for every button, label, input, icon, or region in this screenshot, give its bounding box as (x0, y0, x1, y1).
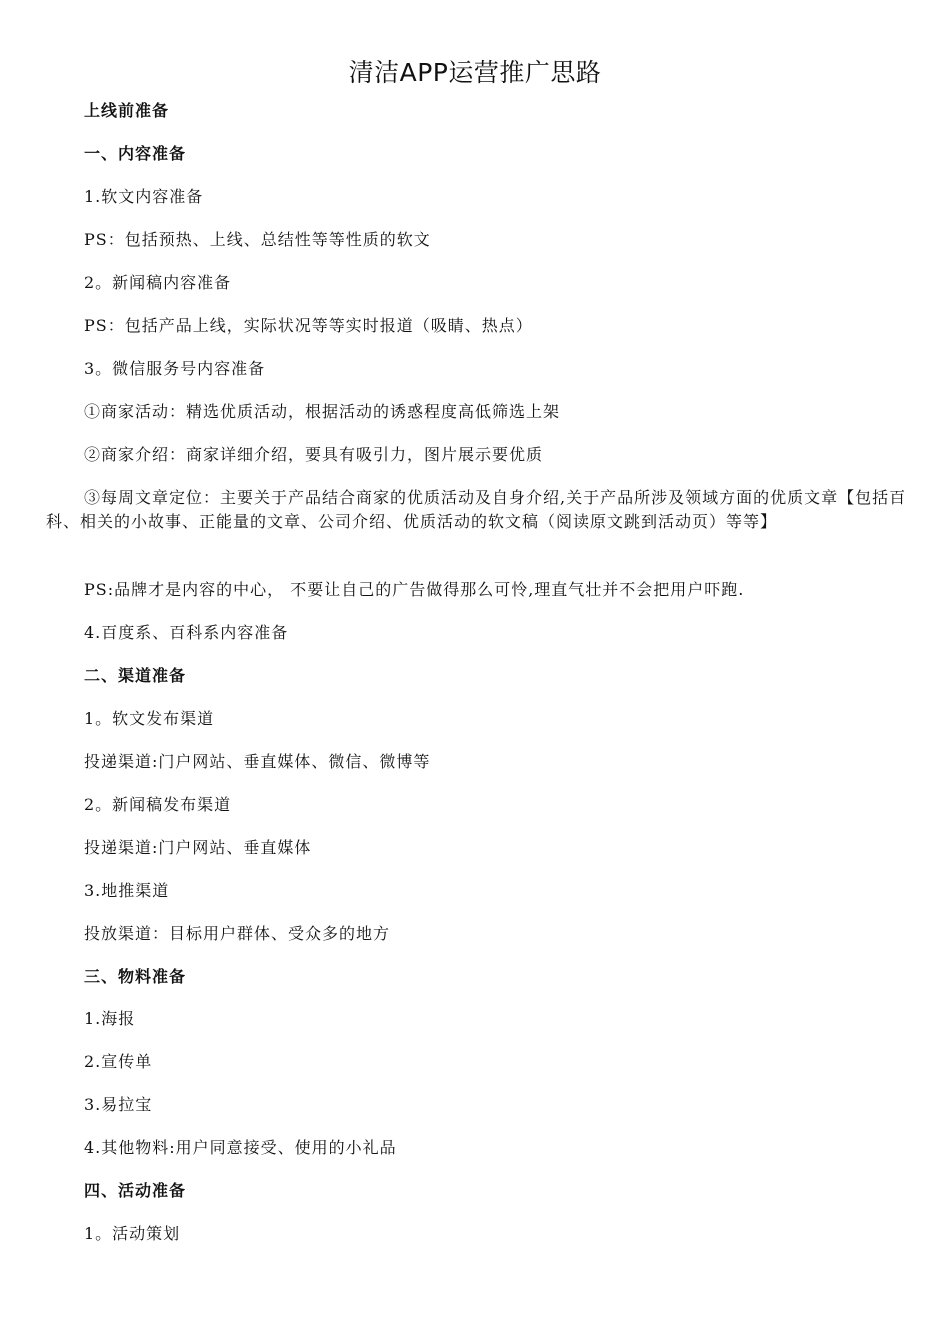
list-item: PS：包括预热、上线、总结性等等性质的软文 (84, 230, 431, 249)
section-heading-activities: 四、活动准备 (84, 1181, 187, 1200)
list-item: 3。微信服务号内容准备 (84, 359, 266, 378)
list-item: 2。新闻稿发布渠道 (84, 795, 232, 814)
list-item: 3.地推渠道 (84, 881, 170, 900)
list-item: 4.百度系、百科系内容准备 (84, 623, 289, 642)
section-heading-materials: 三、物料准备 (84, 967, 187, 986)
list-item: 2。新闻稿内容准备 (84, 273, 232, 292)
section-heading-channels: 二、渠道准备 (84, 666, 187, 685)
list-item: 1。活动策划 (84, 1224, 181, 1243)
list-item: ②商家介绍：商家详细介绍，要具有吸引力，图片展示要优质 (84, 445, 544, 464)
list-item: 2.宣传单 (84, 1052, 153, 1071)
list-item: 4.其他物料:用户同意接受、使用的小礼品 (84, 1138, 397, 1157)
section-heading-content: 一、内容准备 (84, 144, 187, 163)
list-item: PS：包括产品上线，实际状况等等实时报道（吸睛、热点） (84, 316, 533, 335)
list-item: 投放渠道：目标用户群体、受众多的地方 (84, 924, 391, 943)
list-item: 1.软文内容准备 (84, 187, 204, 206)
list-item: 投递渠道:门户网站、垂直媒体 (84, 838, 312, 857)
list-item: 3.易拉宝 (84, 1095, 153, 1114)
list-item: 1.海报 (84, 1009, 136, 1028)
list-item: PS:品牌才是内容的中心， 不要让自己的广告做得那么可怜,理直气壮并不会把用户吓跑. (84, 580, 745, 599)
list-item: 1。软文发布渠道 (84, 709, 215, 728)
section-heading-prelaunch: 上线前准备 (84, 101, 170, 120)
list-item: ①商家活动：精选优质活动，根据活动的诱惑程度高低筛选上架 (84, 402, 561, 421)
document-title: 清洁APP运营推广思路 (348, 58, 602, 87)
list-item: 投递渠道:门户网站、垂直媒体、微信、微博等 (84, 752, 431, 771)
paragraph-weekly-article: ③每周文章定位：主要关于产品结合商家的优质活动及自身介绍,关于产品所涉及领域方面的优质文章【包括百科、相关的小故事、正能量的文章、公司介绍、优质活动的软文稿（阅读原文跳到活动页）等等】 (46, 488, 907, 531)
